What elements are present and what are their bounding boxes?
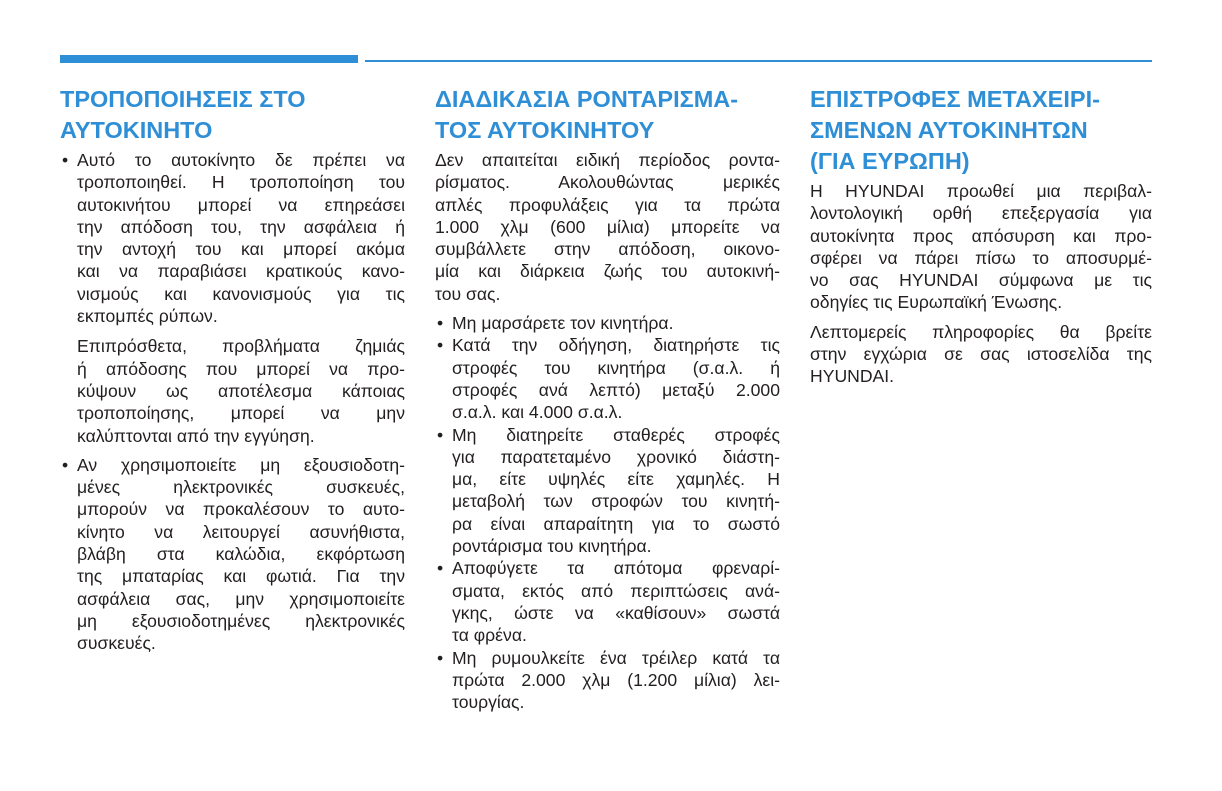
bullet-icon: • [62,454,69,475]
text-line: απλές προφυλάξεις για τα πρώτα [435,194,780,215]
paragraph [435,149,780,305]
bullet-icon: • [437,313,444,334]
paragraph [60,335,405,446]
text-line: HYUNDAI. [810,366,895,387]
column-end-of-life-vehicles [810,84,1152,395]
bullet-icon: • [437,424,444,445]
text-line: Λεπτομερείς πληροφορίες θα βρείτε [810,321,1152,342]
section-rule-thick [60,55,358,63]
section-heading [435,84,780,146]
text-line: την απόδοση του, την ασφάλεια ή [77,216,405,237]
text-line: πρώτα 2.000 χλμ (1.200 μίλια) λει- [452,669,780,690]
bullet-icon: • [437,647,444,668]
text-line: 1.000 χλμ (600 μίλια) μπορείτε να [435,216,780,237]
text-line: Αποφύγετε τα απότομα φρεναρί- [452,558,780,579]
text-line: μεταβολή των στροφών του κινητή- [452,491,780,512]
text-line: Αν χρησιμοποιείτε μη εξουσιοδοτη- [77,454,405,475]
text-line: Δεν απαιτείται ειδική περίοδος ροντα- [435,150,780,170]
text-line: κύψουν ως αποτέλεσμα κάποιας [77,380,405,401]
text-line: μα, είτε υψηλές είτε χαμηλές. Η [452,469,780,490]
bullet-item [435,424,780,558]
paragraph [810,321,1152,388]
section-rule-thin [365,60,1152,62]
text-line: Μη διατηρείτε σταθερές στροφές [452,424,780,445]
text-line: μία και διάρκεια ζωής του αυτοκινή- [435,261,780,282]
bullet-item [435,334,780,423]
heading-line: (ΓΙΑ ΕΥΡΩΠΗ) [810,148,970,174]
text-line: μπορούν να προκαλέσουν το αυτο- [77,499,405,520]
text-line: ροντάρισμα του κινητήρα. [452,536,652,557]
section-heading [60,84,405,146]
heading-line: ΤΟΣ ΑΥΤΟΚΙΝΗΤΟΥ [435,117,655,143]
heading-line: ΔΙΑΔΙΚΑΣΙΑ ΡΟΝΤΑΡΙΣΜΑ- [435,86,739,112]
text-line: μένες ηλεκτρονικές συσκευές, [77,477,405,498]
bullet-icon: • [62,150,69,170]
column-vehicle-modifications [60,84,405,655]
heading-line: ΕΠΙΣΤΡΟΦΕΣ ΜΕΤΑΧΕΙΡΙ- [810,86,1100,112]
text-line: ή απόδοσης που μπορεί να προ- [77,358,405,379]
text-line: στην εγχώρια σε σας ιστοσελίδα της [810,344,1152,365]
text-line: νισμούς και κανονισμούς για τις [77,283,405,304]
text-line: σφέρει να πάρει πίσω το αποσυρμέ- [810,247,1152,268]
heading-line: ΣΜΕΝΩΝ ΑΥΤΟΚΙΝΗΤΩΝ [810,117,1088,143]
text-line: για παρατεταμένο χρονικό διάστη- [452,446,780,467]
text-line: ασφάλεια σας, μην χρησιμοποιείτε [77,588,405,609]
text-line: Μη μαρσάρετε τον κινητήρα. [452,313,674,334]
text-line: αυτοκινήτου μπορεί να επηρεάσει [77,194,405,215]
text-line: Η HYUNDAI προωθεί μια περιβαλ- [810,181,1152,201]
paragraph [810,180,1152,314]
text-line: βλάβη στα καλώδια, εκφόρτωση [77,544,405,565]
text-line: σματα, εκτός από περιπτώσεις ανά- [452,580,780,601]
column-break-in-process [435,84,780,713]
text-line: αυτοκίνητα προς απόσυρση και προ- [810,225,1152,246]
text-line: ρίσματος. Ακολουθώντας μερικές [435,172,780,193]
text-line: συμβάλλετε στην απόδοση, οικονο- [435,239,780,260]
text-line: Επιπρόσθετα, προβλήματα ζημιάς [77,336,405,357]
bullet-item [60,149,405,327]
text-line: τα φρένα. [452,625,527,646]
text-line: σ.α.λ. και 4.000 σ.α.λ. [452,402,623,423]
section-heading [810,84,1152,177]
text-line: εκπομπές ρύπων. [77,306,218,327]
text-line: την αντοχή του και μπορεί ακόμα [77,239,405,260]
text-line: Μη ρυμουλκείτε ένα τρέιλερ κατά τα [452,647,780,668]
text-line: τουργίας. [452,692,525,713]
text-line: τροποποιηθεί. Η τροποποίηση του [77,172,405,193]
text-line: και να παραβιάσει κρατικούς κανο- [77,261,405,282]
text-line: συσκευές. [77,633,156,654]
bullet-icon: • [437,335,444,356]
heading-line: ΤΡΟΠΟΠΟΙΗΣΕΙΣ ΣΤΟ [60,86,306,112]
text-line: κίνητο να λειτουργεί ασυνήθιστα, [77,521,405,542]
text-line: γκης, ώστε να «καθίσουν» σωστά [452,602,780,623]
bullet-item [435,557,780,646]
text-line: νο σας HYUNDAI σύμφωνα με τις [810,270,1152,291]
text-line: μη εξουσιοδοτημένες ηλεκτρονικές [77,610,405,631]
text-line: τροποποίησης, μπορεί να μην [77,403,405,424]
text-line: του σας. [435,283,501,304]
bullet-item [60,454,405,655]
bullet-item [435,647,780,714]
text-line: καλύπτονται από την εγγύηση. [77,425,315,446]
text-line: στροφές ανά λεπτό) μεταξύ 2.000 [452,379,780,400]
heading-line: ΑΥΤΟΚΙΝΗΤΟ [60,117,213,143]
text-line: Κατά την οδήγηση, διατηρήστε τις [452,335,780,356]
text-line: στροφές του κινητήρα (σ.α.λ. ή [452,357,780,378]
text-line: ρα είναι απαραίτητη για το σωστό [452,513,780,534]
text-line: της μπαταρίας και φωτιά. Για την [77,566,405,587]
bullet-item [435,312,780,334]
text-line: λοντολογική ορθή επεξεργασία για [810,203,1152,224]
text-line: Αυτό το αυτοκίνητο δε πρέπει να [77,150,405,170]
text-line: οδηγίες τις Ευρωπαϊκή Ένωσης. [810,292,1063,313]
bullet-icon: • [437,558,444,579]
